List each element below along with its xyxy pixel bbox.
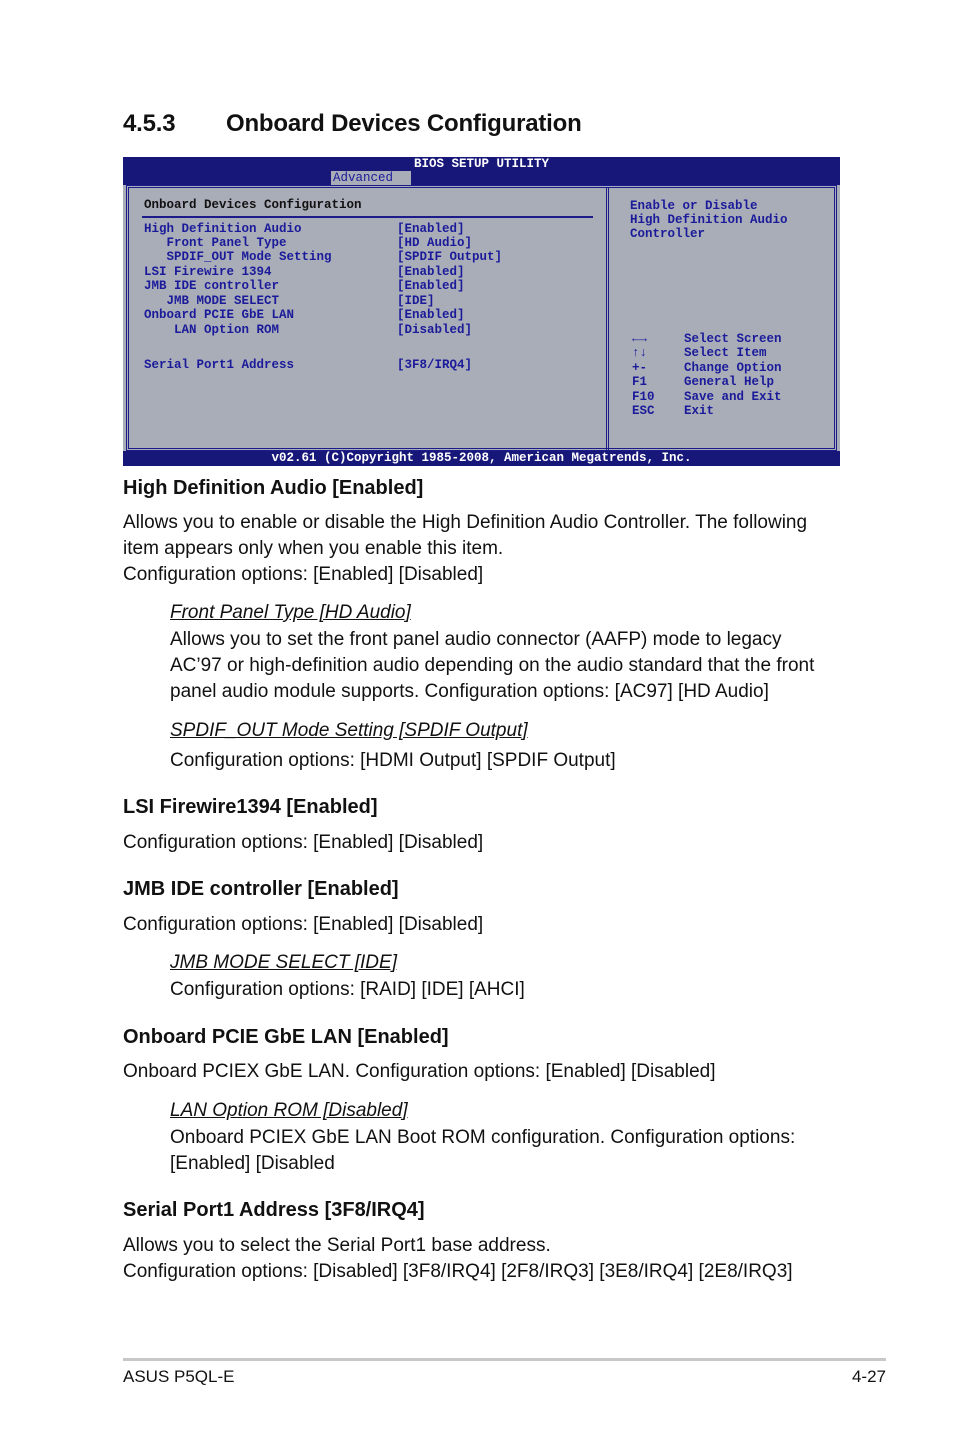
lan-rom-desc-2: [Enabled] [Disabled (170, 1153, 335, 1174)
bios-item-label: JMB MODE SELECT (144, 294, 280, 308)
bios-key-change-option (632, 361, 832, 375)
footer-product: ASUS P5QL-E (123, 1367, 235, 1386)
bios-item-label: JMB IDE controller (144, 279, 280, 293)
bios-item-value: [SPDIF Output] (397, 250, 503, 264)
bios-key-label: ESC (632, 404, 655, 418)
arrow-left-right-icon: ←→ (632, 332, 648, 346)
spdif-options: Configuration options: [HDMI Output] [SPDIF Output] (170, 750, 616, 771)
serial-desc: Allows you to select the Serial Port1 base address. (123, 1235, 551, 1256)
bios-item-value: [HD Audio] (397, 236, 473, 250)
hda-desc-1: Allows you to enable or disable the High Definition Audio Controller. The following (123, 512, 808, 533)
bios-item-value: [Enabled] (397, 222, 465, 236)
bios-item-label: Onboard PCIE GbE LAN (144, 308, 295, 322)
lsi-options: Configuration options: [Enabled] [Disabled] (123, 832, 484, 853)
bios-item-label: High Definition Audio (144, 222, 302, 236)
lan-options: Onboard PCIEX GbE LAN. Configuration options: [Enabled] [Disabled] (123, 1061, 716, 1082)
bios-item-jmb-ide[interactable] (144, 279, 604, 293)
bios-key-exit (632, 404, 832, 418)
front-panel-desc-3: panel audio module supports. Configuration options: [AC97] [HD Audio] (170, 681, 769, 702)
serial-heading: Serial Port1 Address [3F8/IRQ4] (123, 1199, 425, 1221)
bios-key-desc: Save and Exit (684, 390, 782, 404)
lan-rom-desc-1: Onboard PCIEX GbE LAN Boot ROM configuration. Configuration options: (170, 1127, 796, 1148)
jmb-mode-options: Configuration options: [RAID] [IDE] [AHCI] (170, 979, 525, 1000)
hda-options: Configuration options: [Enabled] [Disabled] (123, 564, 484, 585)
bios-key-desc: Select Item (684, 346, 767, 360)
bios-key-label: F1 (632, 375, 648, 389)
bios-item-front-panel-type[interactable] (144, 236, 604, 250)
bios-item-label: LSI Firewire 1394 (144, 265, 272, 279)
arrow-up-down-icon: ↑↓ (632, 346, 648, 360)
jmb-heading: JMB IDE controller [Enabled] (123, 878, 399, 900)
hda-desc-2: item appears only when you enable this item. (123, 538, 504, 559)
bios-item-label: Serial Port1 Address (144, 358, 295, 372)
bios-item-spdif-mode[interactable] (144, 250, 604, 264)
footer-divider (123, 1358, 886, 1361)
jmb-mode-heading: JMB MODE SELECT [IDE] (170, 952, 397, 973)
footer-page-number: 4-27 (851, 1367, 886, 1386)
bios-key-desc: Change Option (684, 361, 782, 375)
bios-item-value: [Enabled] (397, 279, 465, 293)
hda-heading: High Definition Audio [Enabled] (123, 477, 424, 499)
front-panel-heading: Front Panel Type [HD Audio] (170, 602, 411, 623)
bios-item-lan-option-rom[interactable] (144, 323, 604, 337)
bios-key-select-screen (632, 332, 832, 346)
section-number: 4.5.3 (123, 110, 176, 137)
bios-item-value: [3F8/IRQ4] (397, 358, 473, 372)
lsi-heading: LSI Firewire1394 [Enabled] (123, 796, 378, 818)
bios-item-hd-audio[interactable] (144, 222, 604, 236)
bios-key-desc: General Help (684, 375, 775, 389)
bios-item-value: [Enabled] (397, 308, 465, 322)
bios-item-value: [Enabled] (397, 265, 465, 279)
bios-heading: Onboard Devices Configuration (144, 198, 362, 212)
bios-key-save-exit (632, 390, 832, 404)
bios-item-label: Front Panel Type (144, 236, 287, 250)
bios-item-lsi-firewire[interactable] (144, 265, 604, 279)
bios-key-select-item (632, 346, 832, 360)
bios-tab-advanced[interactable]: Advanced (331, 171, 411, 185)
bios-key-desc: Exit (684, 404, 715, 418)
section-title (123, 110, 582, 138)
section-title-text: Onboard Devices Configuration (226, 110, 582, 137)
bios-divider (142, 216, 593, 218)
front-panel-desc-2: AC’97 or high-definition audio depending on the audio standard that the front (170, 655, 815, 676)
lan-heading: Onboard PCIE GbE LAN [Enabled] (123, 1026, 449, 1048)
front-panel-desc-1: Allows you to set the front panel audio connector (AAFP) mode to legacy (170, 629, 782, 650)
bios-help-text: Enable or Disable High Definition Audio Controller (630, 199, 788, 242)
bios-item-value: [IDE] (397, 294, 435, 308)
bios-key-label: F10 (632, 390, 655, 404)
bios-key-label: +- (632, 361, 648, 375)
bios-item-jmb-mode[interactable] (144, 294, 604, 308)
bios-copyright: v02.61 (C)Copyright 1985-2008, American Megatrends, Inc. (123, 451, 840, 466)
bios-screenshot (123, 157, 840, 466)
bios-item-value: [Disabled] (397, 323, 473, 337)
serial-options: Configuration options: [Disabled] [3F8/IRQ4] [2F8/IRQ3] [3E8/IRQ4] [2E8/IRQ3] (123, 1261, 793, 1282)
bios-key-general-help (632, 375, 832, 389)
bios-item-label: LAN Option ROM (144, 323, 280, 337)
bios-item-label: SPDIF_OUT Mode Setting (144, 250, 332, 264)
bios-key-desc: Select Screen (684, 332, 782, 346)
bios-item-serial-port1[interactable] (144, 358, 604, 372)
bios-item-pcie-lan[interactable] (144, 308, 604, 322)
jmb-options: Configuration options: [Enabled] [Disabled] (123, 914, 484, 935)
bios-title: BIOS SETUP UTILITY (413, 157, 550, 171)
lan-rom-heading: LAN Option ROM [Disabled] (170, 1100, 408, 1121)
spdif-heading: SPDIF_OUT Mode Setting [SPDIF Output] (170, 720, 528, 741)
